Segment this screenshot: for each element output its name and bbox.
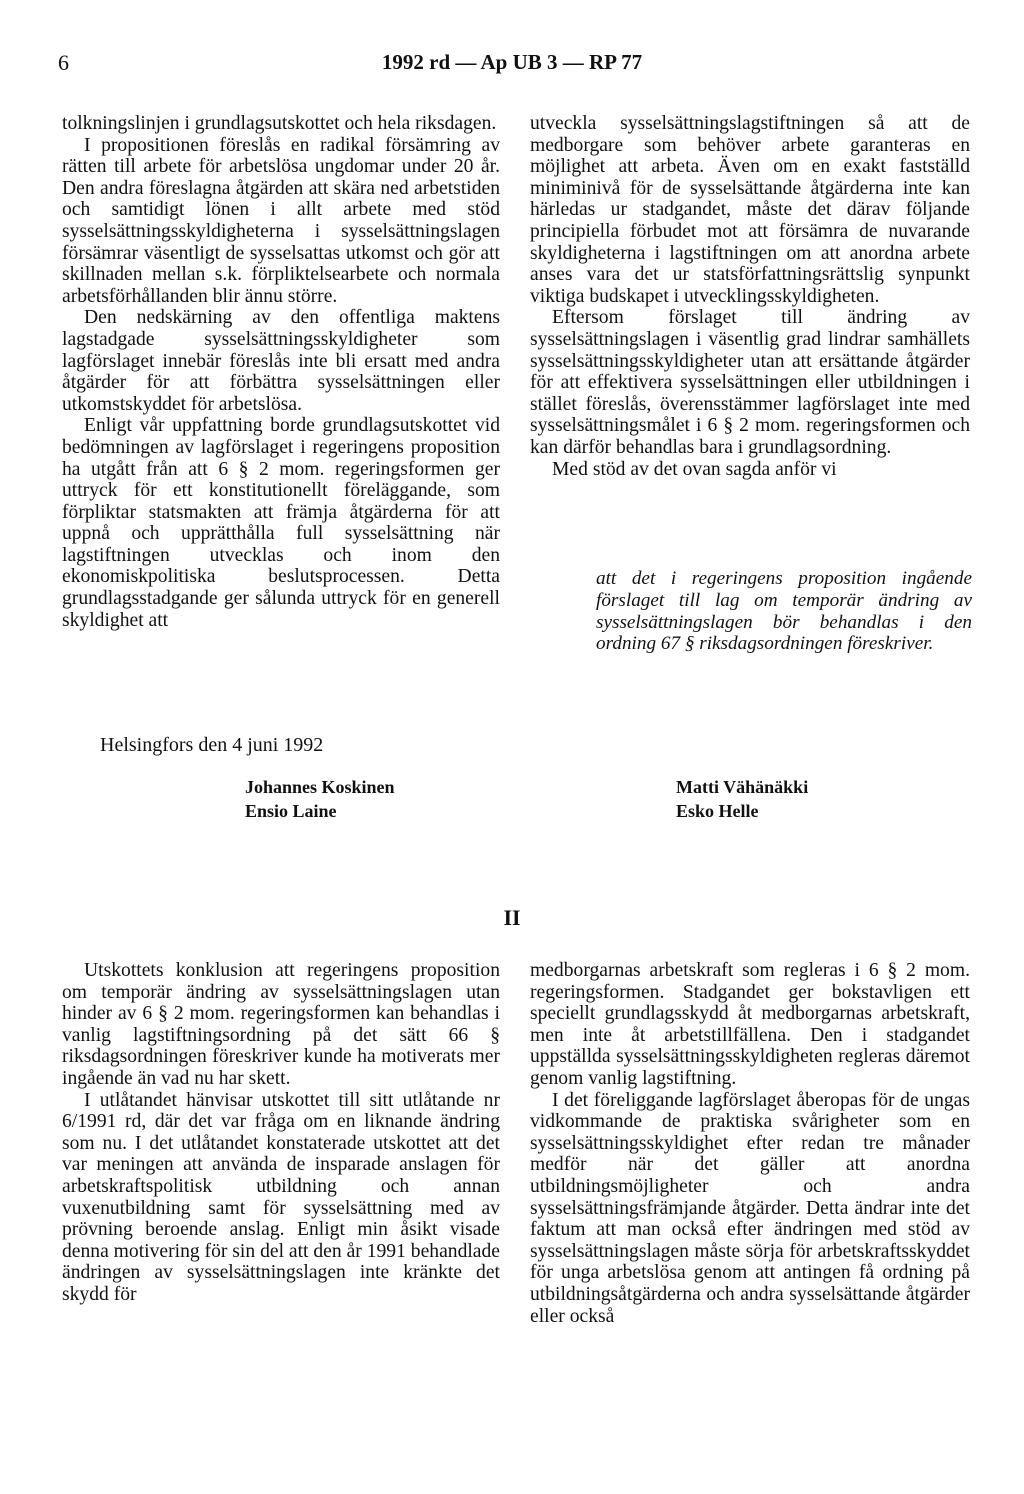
signatory-name: Johannes Koskinen (245, 777, 395, 797)
running-head: 1992 rd — Ap UB 3 — RP 77 (381, 50, 643, 74)
signatures-right (676, 775, 808, 823)
proposal-statement: att det i regeringens proposition ingående förslaget till lag om temporär ändring av sysselsättningslagen bör behandlas i den ordning 67 § riksdagsordningen föreskriver. (596, 568, 972, 655)
signatory-name: Esko Helle (676, 801, 759, 821)
top-right-column (530, 113, 970, 480)
paragraph: Den nedskärning av den offentliga maktens lagstadgade sysselsättningsskyldigheter som lagförslaget innebär föreslås inte bli ersatt med andra åtgärder för att förbättra sysselsättningen eller utkomstskyddet för arbetslösa. (62, 307, 500, 415)
bottom-right-column (530, 960, 970, 1327)
paragraph: tolkningslinjen i grundlagsutskottet och hela riksdagen. (62, 113, 497, 134)
section-number: II (503, 905, 521, 930)
paragraph: medborgarnas arbetskraft som regleras i 6 § 2 mom. regeringsformen. Stadgandet ger bokstavligen ett speciellt grundlagsskydd åt medborgarnas arbetskraft, men inte åt arbetstillfällena. Den i stadgandet uppställda sysselsättningsskyldigheten regleras däremot genom vanlig lagstiftning. (530, 960, 970, 1089)
paragraph: utveckla sysselsättningslagstiftningen så att de medborgare som behöver arbete garanteras en möjlighet att arbeta. Även om en exakt fastställd miniminivå för de sysselsättande åtgärderna inte kan härledas ur stadgandet, måste det därav följande principiella förbudet mot att försämra de nuvarande skyldigheterna i lagstiftningen om att anordna arbete anses vara det ur statsförfattningsrättslig synpunkt viktiga budskapet i utvecklingsskyldigheten. (530, 113, 970, 307)
paragraph: Eftersom förslaget till ändring av sysselsättningslagen i väsentlig grad lindrar samhällets sysselsättningsskyldigheter utan att ersättande åtgärder för att effektivera sysselsättningen eller utbildningen i stället föreslås, överensstämmer lagförslaget inte med sysselsättningsmålet i 6 § 2 mom. regeringsformen och kan därför behandlas bara i grundlagsordning. (530, 307, 970, 458)
signatory-name: Ensio Laine (245, 801, 337, 821)
bottom-left-column (62, 960, 500, 1306)
paragraph: I utlåtandet hänvisar utskottet till sitt utlåtande nr 6/1991 rd, där det var fråga om en liknande ändring som nu. I det utlåtandet konstaterade utskottet att det var meningen att använda de insparade anslagen för arbetskraftspolitisk utbildning och annan vuxenutbildning samt för sysselsättning med av prövning beroende anslag. Enligt min åsikt visade denna motivering för sin del att den år 1991 behandlade ändringen av sysselsättningslagen inte kränkte det skydd för (62, 1089, 500, 1305)
paragraph: Med stöd av det ovan sagda anför vi (552, 458, 837, 480)
paragraph: I propositionen föreslås en radikal försämring av rätten till arbete för arbetslösa ungdomar under 20 år. Den andra föreslagna åtgärden att skära ned arbetstiden och samtidigt lönen i allt arbete med stöd sysselsättningsskyldigheterna i sysselsättningslagen försämrar väsentligt de sysselsattas utkomst och gör att skillnaden mellan s.k. förpliktelsearbete och normala arbetsförhållanden blir ännu större. (62, 134, 500, 307)
paragraph: Enligt vår uppfattning borde grundlagsutskottet vid bedömningen av lagförslaget i regeringens proposition ha utgått från att 6 § 2 mom. regeringsformen ger uttryck för ett konstitutionellt föreläggande, som förpliktar statsmakten att främja åtgärderna för att uppnå och upprätthålla full sysselsättning när lagstiftningen utvecklas och inom den ekonomiskpolitiska beslutsprocessen. Detta grundlagsstadgande ger sålunda uttryck för en generell skyldighet att (62, 415, 500, 631)
paragraph: Utskottets konklusion att regeringens proposition om temporär ändring av sysselsättningslagen utan hinder av 6 § 2 mom. regeringsformen kan behandlas i vanlig lagstiftningsordning på det sätt 66 § riksdagsordningen föreskriver kunde ha motiverats mer ingående än vad nu har skett. (62, 960, 500, 1089)
paragraph: I det föreliggande lagförslaget åberopas för de ungas vidkommande de praktiska svårigheter som en sysselsättningsskyldighet efter redan tre månader medför när det gäller att anordna utbildningsmöjligheter och andra sysselsättningsfrämjande åtgärder. Detta ändrar inte det faktum att man också efter ändringen med stöd av sysselsättningslagen måste sörja för arbetskraftsskyddet för unga arbetslösa genom att antingen få ordning på utbildningsåtgärderna och andra sysselsättande åtgärder eller också (530, 1089, 970, 1327)
signatures-left (245, 775, 395, 823)
top-left-column (62, 113, 500, 631)
page-number: 6 (58, 50, 69, 75)
place-date: Helsingfors den 4 juni 1992 (100, 734, 324, 756)
signatory-name: Matti Vähänäkki (676, 777, 809, 797)
